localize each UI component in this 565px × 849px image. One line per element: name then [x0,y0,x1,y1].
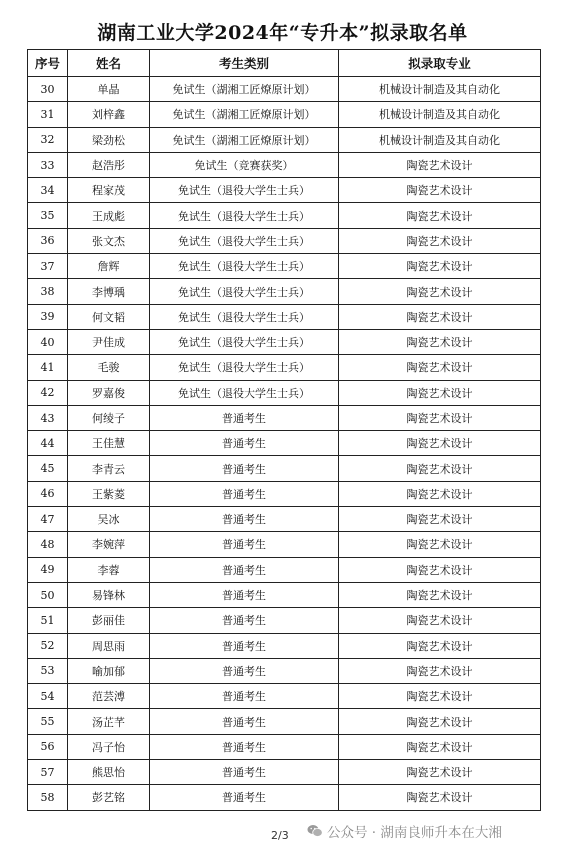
cell-category: 免试生（退役大学生士兵） [150,380,339,405]
cell-name: 李婉萍 [68,532,150,557]
cell-category: 免试生（退役大学生士兵） [150,304,339,329]
page-title: 湖南工业大学2024年“专升本”拟录取名单 [97,22,468,44]
cell-major: 陶瓷艺术设计 [339,658,541,683]
cell-name: 程家茂 [68,178,150,203]
cell-index: 31 [28,102,68,127]
cell-category: 普通考生 [150,582,339,607]
cell-major: 陶瓷艺术设计 [339,608,541,633]
cell-category: 普通考生 [150,785,339,810]
table-row [28,684,541,709]
cell-major: 机械设计制造及其自动化 [339,77,541,102]
cell-index: 32 [28,127,68,152]
cell-index: 44 [28,431,68,456]
cell-category: 普通考生 [150,405,339,430]
cell-index: 35 [28,203,68,228]
cell-category: 免试生（退役大学生士兵） [150,279,339,304]
cell-category: 普通考生 [150,557,339,582]
cell-category: 普通考生 [150,507,339,532]
table-row [28,431,541,456]
cell-name: 周思雨 [68,633,150,658]
cell-category: 普通考生 [150,760,339,785]
cell-name: 毛骏 [68,355,150,380]
cell-index: 41 [28,355,68,380]
cell-major: 陶瓷艺术设计 [339,228,541,253]
cell-major: 陶瓷艺术设计 [339,304,541,329]
cell-name: 梁劲松 [68,127,150,152]
cell-index: 36 [28,228,68,253]
cell-name: 赵浩彤 [68,152,150,177]
cell-major: 陶瓷艺术设计 [339,254,541,279]
cell-index: 57 [28,760,68,785]
cell-name: 詹辉 [68,254,150,279]
cell-index: 38 [28,279,68,304]
cell-category: 普通考生 [150,456,339,481]
cell-index: 37 [28,254,68,279]
cell-index: 58 [28,785,68,810]
cell-category: 免试生（退役大学生士兵） [150,203,339,228]
table-row [28,481,541,506]
table-row [28,329,541,354]
cell-name: 罗嘉俊 [68,380,150,405]
cell-index: 48 [28,532,68,557]
table-row [28,102,541,127]
cell-category: 免试生（退役大学生士兵） [150,355,339,380]
cell-major: 陶瓷艺术设计 [339,405,541,430]
cell-name: 张文杰 [68,228,150,253]
cell-index: 46 [28,481,68,506]
cell-name: 熊思怡 [68,760,150,785]
cell-name: 喻加郁 [68,658,150,683]
cell-category: 普通考生 [150,734,339,759]
cell-category: 普通考生 [150,633,339,658]
cell-category: 免试生（退役大学生士兵） [150,228,339,253]
cell-index: 42 [28,380,68,405]
cell-category: 普通考生 [150,684,339,709]
cell-category: 免试生（退役大学生士兵） [150,329,339,354]
cell-category: 免试生（湖湘工匠燎原计划） [150,102,339,127]
cell-major: 陶瓷艺术设计 [339,380,541,405]
cell-major: 陶瓷艺术设计 [339,760,541,785]
table-row [28,228,541,253]
cell-name: 何绫子 [68,405,150,430]
cell-name: 王佳慧 [68,431,150,456]
table-row [28,127,541,152]
header-category: 考生类别 [150,50,339,77]
cell-major: 陶瓷艺术设计 [339,431,541,456]
cell-name: 李蓉 [68,557,150,582]
table-row [28,178,541,203]
cell-category: 免试生（湖湘工匠燎原计划） [150,127,339,152]
watermark [307,821,502,841]
cell-major: 陶瓷艺术设计 [339,355,541,380]
cell-major: 陶瓷艺术设计 [339,279,541,304]
cell-category: 普通考生 [150,431,339,456]
cell-major: 陶瓷艺术设计 [339,785,541,810]
cell-index: 45 [28,456,68,481]
table-row [28,203,541,228]
cell-major: 陶瓷艺术设计 [339,507,541,532]
wechat-icon [307,824,323,838]
cell-name: 尹佳成 [68,329,150,354]
table-row [28,785,541,810]
cell-name: 易锋林 [68,582,150,607]
cell-category: 免试生（竞赛获奖） [150,152,339,177]
table-row [28,304,541,329]
cell-major: 陶瓷艺术设计 [339,456,541,481]
cell-name: 冯子怡 [68,734,150,759]
table-row [28,582,541,607]
cell-index: 50 [28,582,68,607]
cell-index: 43 [28,405,68,430]
cell-index: 56 [28,734,68,759]
cell-index: 39 [28,304,68,329]
cell-category: 免试生（湖湘工匠燎原计划） [150,77,339,102]
cell-major: 陶瓷艺术设计 [339,481,541,506]
cell-index: 54 [28,684,68,709]
cell-name: 彭丽佳 [68,608,150,633]
cell-major: 陶瓷艺术设计 [339,582,541,607]
cell-category: 免试生（退役大学生士兵） [150,178,339,203]
cell-name: 李青云 [68,456,150,481]
cell-major: 陶瓷艺术设计 [339,684,541,709]
header-major: 拟录取专业 [339,50,541,77]
header-index: 序号 [28,50,68,77]
table-row [28,405,541,430]
cell-major: 陶瓷艺术设计 [339,152,541,177]
page-number: 2/3 [271,829,289,842]
cell-index: 52 [28,633,68,658]
table-row [28,254,541,279]
table-row [28,152,541,177]
table-row [28,557,541,582]
table-row [28,608,541,633]
cell-category: 普通考生 [150,481,339,506]
cell-index: 34 [28,178,68,203]
cell-category: 普通考生 [150,608,339,633]
cell-index: 47 [28,507,68,532]
cell-major: 陶瓷艺术设计 [339,532,541,557]
cell-name: 刘梓鑫 [68,102,150,127]
cell-name: 王紫菱 [68,481,150,506]
cell-major: 陶瓷艺术设计 [339,178,541,203]
cell-index: 30 [28,77,68,102]
cell-name: 单晶 [68,77,150,102]
cell-index: 49 [28,557,68,582]
table-row [28,633,541,658]
cell-major: 机械设计制造及其自动化 [339,102,541,127]
cell-index: 33 [28,152,68,177]
table-row [28,507,541,532]
table-row [28,760,541,785]
table-row [28,734,541,759]
admission-table [27,49,541,811]
page-footer [0,823,565,843]
cell-major: 陶瓷艺术设计 [339,203,541,228]
cell-index: 55 [28,709,68,734]
cell-major: 陶瓷艺术设计 [339,734,541,759]
cell-major: 机械设计制造及其自动化 [339,127,541,152]
cell-name: 王成彪 [68,203,150,228]
cell-name: 汤芷芊 [68,709,150,734]
cell-category: 普通考生 [150,709,339,734]
cell-index: 51 [28,608,68,633]
table-row [28,355,541,380]
cell-category: 免试生（退役大学生士兵） [150,254,339,279]
cell-name: 范芸溥 [68,684,150,709]
cell-major: 陶瓷艺术设计 [339,633,541,658]
table-row [28,77,541,102]
table-row [28,658,541,683]
cell-name: 彭艺铭 [68,785,150,810]
cell-name: 李博瑀 [68,279,150,304]
cell-name: 何文韬 [68,304,150,329]
header-name: 姓名 [68,50,150,77]
table-row [28,709,541,734]
cell-major: 陶瓷艺术设计 [339,557,541,582]
cell-category: 普通考生 [150,658,339,683]
cell-category: 普通考生 [150,532,339,557]
table-row [28,532,541,557]
table-row [28,279,541,304]
table-row [28,380,541,405]
cell-major: 陶瓷艺术设计 [339,329,541,354]
cell-index: 40 [28,329,68,354]
table-header-row [28,50,541,77]
table-row [28,456,541,481]
cell-major: 陶瓷艺术设计 [339,709,541,734]
cell-index: 53 [28,658,68,683]
watermark-text: 公众号 · 湖南良师升本在大湘 [327,825,502,841]
cell-name: 吴冰 [68,507,150,532]
